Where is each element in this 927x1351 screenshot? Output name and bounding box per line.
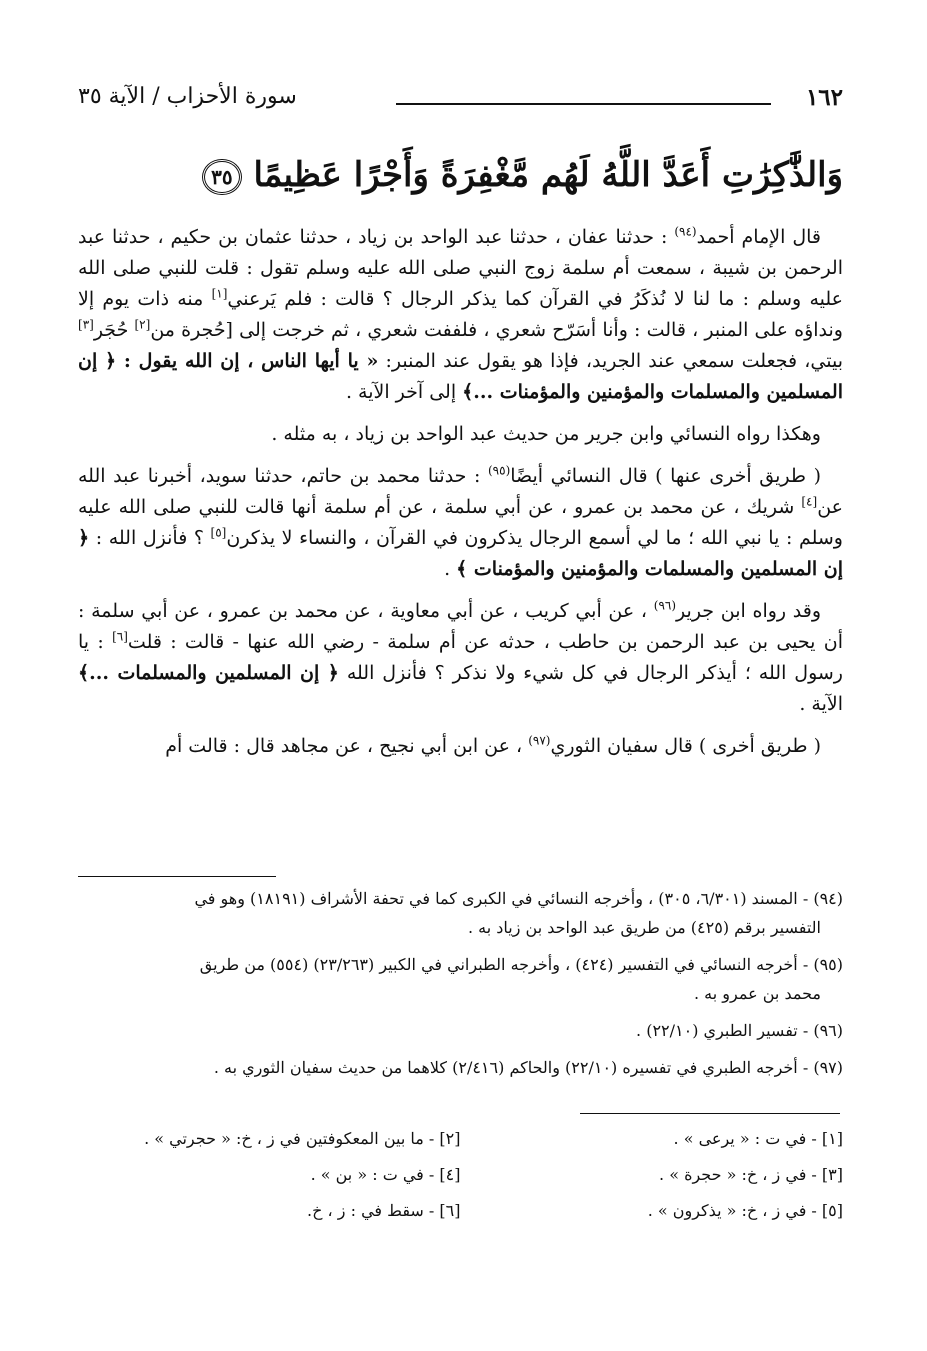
text-run: : يا رسول الله ؛ أيذكر الرجال في كل شيء ولا نذكر ؟ فأنزل الله (78, 631, 843, 684)
text-run: : حدثنا عفان ، حدثنا عبد الواحد بن زياد ، حدثنا عثمان بن حكيم ، حدثنا عبد الرحمن بن شيبة ، سمعت أم سلمة زوج النبي صلى الله عليه وسلم تقول : قلت للنبي صلى الله عليه وسلم : ما لنا لا نُذكَرُ في القرآن كما يذكر الرجال ؟ قالت : فلم يَرعني (78, 226, 843, 310)
manuscript-variants (78, 1124, 843, 1226)
page-number: ١٦٢ (805, 84, 843, 111)
footnote-ref: (٩٥) (487, 463, 511, 478)
page-header (78, 82, 843, 118)
footnote-text: التفسير برقم (٤٢٥) من طريق عبد الواحد بن زياد به . (467, 918, 821, 937)
footnote-text: (٩٥) - أخرجه النسائي في التفسير (٤٢٤) ، وأخرجه الطبراني في الكبير (٢٣/٢٦٣) (٥٥٤) من طريق (199, 955, 843, 974)
quran-verse (103, 147, 843, 203)
footnote-text: محمد بن عمرو به . (694, 984, 821, 1003)
footnote-94 (78, 884, 843, 942)
footnotes (78, 884, 843, 1090)
variant-ref: [٥] (210, 525, 227, 540)
text-run: ، عن ابن أبي نجيح ، عن مجاهد قال : قالت أم (165, 735, 529, 757)
variant-note: [٤] - في ت : « بن » . (310, 1165, 461, 1184)
footnote-text: (٩٧) - أخرجه الطبري في تفسيره (٢٢/١٠) والحاكم (٢/٤١٦) كلاهما من حديث سفيان الثوري به . (213, 1058, 843, 1077)
text-run: . (444, 558, 457, 580)
variant-ref: [٢] (134, 317, 151, 332)
paragraph-5 (78, 731, 843, 762)
footnote-ref: (٩٤) (674, 224, 697, 239)
text-run: حُجَر (93, 319, 135, 341)
variant-note: [٦] - سقط في : ز ، خ. (307, 1201, 461, 1220)
variant-note: [٥] - في ز ، خ: « يذكرون » . (647, 1201, 843, 1220)
text-run: منه ذات يوم إلا ونداؤه على المنبر ، قالت : وأنا أسَرّح شعري ، فلففت شعري ، ثم خرجت إلى [حُجرة من (78, 288, 843, 341)
variants-rule (580, 1113, 840, 1114)
footnote-96 (78, 1016, 843, 1045)
text-run: ، عن أبي كريب ، عن أبي معاوية ، عن محمد بن عمرو ، عن أبي سلمة : أن يحيى بن عبد الرحمن بن حاطب ، حدثه عن أم سلمة - رضي الله عنها - قالت : قلت (78, 600, 843, 653)
text-run: ؟ فأنزل الله : (89, 527, 211, 549)
verse-quote: ﴿ إن المسلمين والمسلمات والمؤمنين والمؤمنات ﴾ (78, 527, 843, 580)
header-rule (396, 103, 771, 105)
variant-note: [٢] - ما بين المعكوفتين في ز ، خ: « حجرتي » . (144, 1129, 461, 1148)
verse-number-badge: ٣٥ (202, 159, 241, 195)
variant-note: [٣] - في ز ، خ: « حجرة » . (659, 1165, 843, 1184)
text-run: وهكذا رواه النسائي وابن جرير من حديث عبد الواحد بن زياد ، به مثله . (271, 423, 821, 445)
variant-ref: [١] (211, 286, 228, 301)
verse-quote: « يا أيها الناس ، إن الله يقول : ﴿ إن المسلمين والمسلمات والمؤمنين والمؤمنات ...﴾ (78, 350, 843, 403)
footnote-97 (78, 1053, 843, 1082)
text-run: شريك ، عن محمد بن عمرو ، عن أبي سلمة ، عن أم سلمة أنها قالت للنبي صلى الله عليه وسلم : يا نبي الله ؛ ما لي أسمع الرجال يذكرون في القرآن ، والنساء لا يذكرن (78, 496, 843, 549)
commentary-body (78, 222, 843, 773)
footnotes-rule (78, 876, 276, 877)
footnote-ref: (٩٦) (653, 598, 677, 613)
text-run: ( طريق أخرى عنها ) قال النسائي أيضًا (510, 465, 821, 487)
paragraph-1 (78, 222, 843, 408)
text-run: وقد رواه ابن جرير (676, 600, 822, 622)
text-run: قال الإمام أحمد (696, 226, 821, 248)
text-run: إلى آخر الآية . (345, 381, 463, 403)
footnote-95 (78, 950, 843, 1008)
text-run: بيتي، فجعلت سمعي عند الجريد، فإذا هو يقول عند المنبر: (378, 350, 843, 372)
variant-note: [١] - في ت : « يرعى » . (673, 1129, 843, 1148)
verse-text: وَالذَّٰكِرَٰتِ أَعَدَّ اللَّهُ لَهُم مَّغْفِرَةً وَأَجْرًا عَظِيمًا (253, 155, 843, 195)
text-run: الآية . (799, 693, 843, 715)
footnote-text: (٩٤) - المسند (٦/٣٠١، ٣٠٥) ، وأخرجه النسائي في الكبرى كما في تحفة الأشراف (١٨١٩١) وهو في (194, 889, 843, 908)
paragraph-4 (78, 596, 843, 720)
verse-quote: ﴿ إن المسلمين والمسلمات ...﴾ (78, 662, 339, 684)
footnote-text: (٩٦) - تفسير الطبري (٢٢/١٠) . (636, 1021, 843, 1040)
paragraph-2 (78, 419, 843, 450)
surah-title: سورة الأحزاب / الآية ٣٥ (78, 84, 297, 109)
paragraph-3 (78, 461, 843, 585)
text-run: ( طريق أخرى ) قال سفيان الثوري (550, 735, 821, 757)
footnote-ref: (٩٧) (528, 733, 551, 748)
variant-ref: [٣] (78, 317, 94, 332)
variant-ref: [٦] (112, 629, 128, 644)
text-run: : حدثنا محمد بن حاتم، حدثنا سويد، أخبرنا عبد الله عن (78, 465, 843, 518)
variant-ref: [٤] (801, 494, 818, 509)
